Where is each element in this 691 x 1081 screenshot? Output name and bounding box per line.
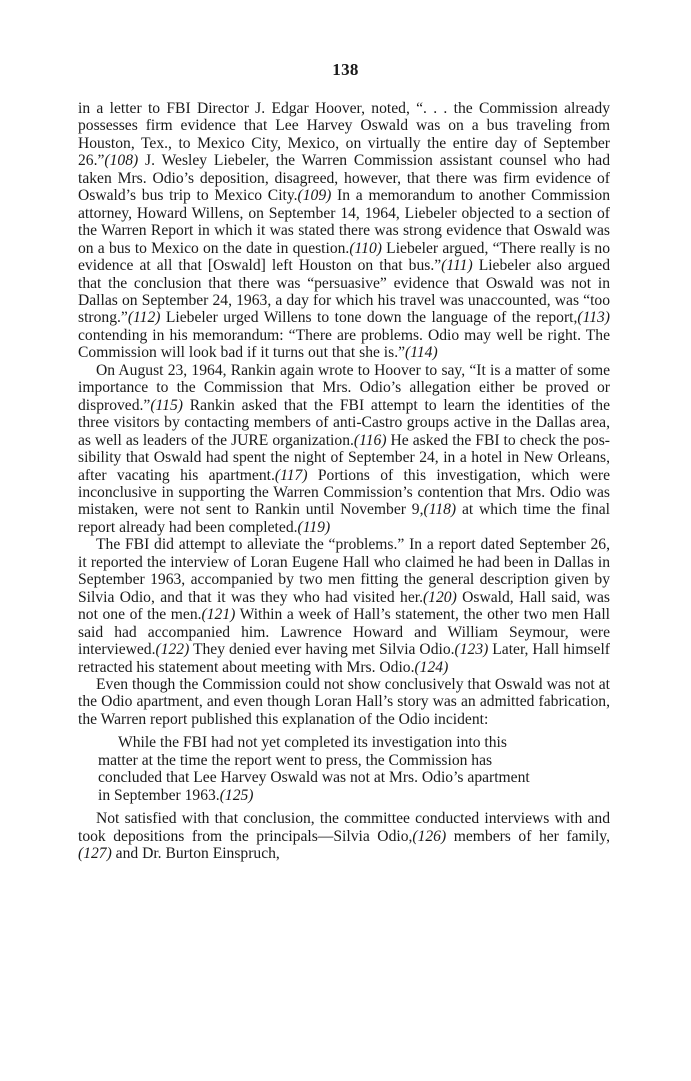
paragraph-5 [78,810,610,862]
blockquote [78,734,610,804]
text-run: Rankin asked that the FBI attempt to learn the identities of the three visitors by contacting members of anti-Castro groups active in the Dallas area, as well as leaders of the JURE organization. [78,396,610,449]
paragraph-2 [78,362,610,537]
text-run: members of her family, [446,827,610,845]
footnote-reference: (109) [297,187,332,205]
text-run: and Dr. Burton Einspruch, [111,845,280,863]
footnote-reference: (127) [78,845,112,863]
text-run: in a letter to FBI Director J. Edgar Hoover, noted, “. . . the Commission already possesses firm evidence that Lee Harvey Oswald was on a bus traveling from Houston, Tex., to Mexico City, Mexico, on virtually the entire day of September 26.” [78,100,610,170]
footnote-reference: (125) [219,786,254,804]
footnote-reference: (126) [412,827,447,845]
footnote-reference: (114) [405,344,438,362]
footnote-reference: (118) [423,501,457,519]
text-run: In a memorandum to another Commission attorney, Howard Willens, on September 14, 1964, Liebeler objected to a section of the Warren Report in which it was stated there was strong evidence that Oswald was on a bus to Mexico on the date in question. [78,187,610,257]
text-run: Not satisfied with that conclusion, the committee conducted interviews with and took depositions from the principals—Silvia Odio, [78,810,610,845]
footnote-reference: (113) [577,309,610,327]
blockquote-text [98,734,540,804]
footnote-reference: (108) [104,152,139,170]
paragraph-4 [78,676,610,728]
body-text [78,100,610,862]
page-number: 138 [332,60,359,79]
text-run: Liebeler argued, “There really is no evidence at all that [Oswald] left Houston on that bus.” [78,239,610,275]
footnote-reference: (119) [297,518,331,536]
footnote-reference: (122) [155,641,190,659]
footnote-reference: (111) [441,257,473,275]
footnote-reference: (112) [127,309,161,327]
text-run: The FBI did attempt to alleviate the “problems.” In a report dated September 26, it reported the interview of Loran Eugene Hall who claimed he had been in Dallas in September 1963, accompanied by two men fitting the general description given by Silvia Odio, and that it was they who had visited her. [78,536,610,606]
footnote-reference: (110) [349,239,382,257]
paragraph-3 [78,536,610,676]
footnote-reference: (117) [274,466,308,484]
text-run: Later, Hall himself retracted his statement about meeting with Mrs. Odio. [78,641,611,676]
text-run: They denied ever having met Silvia Odio. [189,641,455,659]
text-run: Portions of this investigation, which were inconclusive in supporting the Warren Commission’s contention that Mrs. Odio was mistaken, were not sent to Rankin until November 9, [78,466,610,519]
footnote-reference: (115) [150,396,183,414]
text-run: Oswald, Hall said, was not one of the men. [78,588,610,624]
footnote-reference: (116) [353,431,387,449]
footnote-reference: (120) [422,588,457,606]
text-run: He asked the FBI to check the possibility that Oswald had spent the night of September 24, in a hotel in New Orleans, after vacating his apartment. [78,431,610,484]
footnote-reference: (121) [201,606,236,624]
footnote-reference: (124) [414,658,449,676]
footnote-reference: (123) [454,641,489,659]
text-run: at which time the final report already had been completed. [78,501,610,536]
text-run: On August 23, 1964, Rankin again wrote to Hoover to say, “It is a matter of some importance to the Commission that Mrs. Odio’s allegation either be proved or disproved.” [78,361,610,414]
text-run: contending in his memorandum: “There are problems. Odio may well be right. The Commission will look bad if it turns out that she is.” [78,326,610,362]
text-run: Liebeler urged Willens to tone down the language of the report, [160,309,578,327]
text-run: Liebeler also argued that the conclusion that there was “persuasive” evidence that Oswald was not in Dallas on September 24, 1963, a day for which his travel was unaccounted, was “too strong.” [78,257,610,327]
text-run: Within a week of Hall’s statement, the other two men Hall said had accompanied him. Lawrence Howard and William Seymour, were interviewed. [78,606,610,659]
text-run: Even though the Commission could not show conclusively that Oswald was not at the Odio apartment, and even though Loran Hall’s story was an admitted fabrication, the Warren report published this explanation of the Odio incident: [78,675,610,728]
text-run: J. Wesley Liebeler, the Warren Commission assistant counsel who had taken Mrs. Odio’s deposition, disagreed, however, that there was firm evidence of Oswald’s bus trip to Mexico City. [78,152,610,205]
paragraph-1 [78,100,610,362]
text-run: While the FBI had not yet completed its investigation into this matter at the time the report went to press, the Commission has concluded that Lee Harvey Oswald was not at Mrs. Odio’s apartment in September 1963. [98,734,530,804]
